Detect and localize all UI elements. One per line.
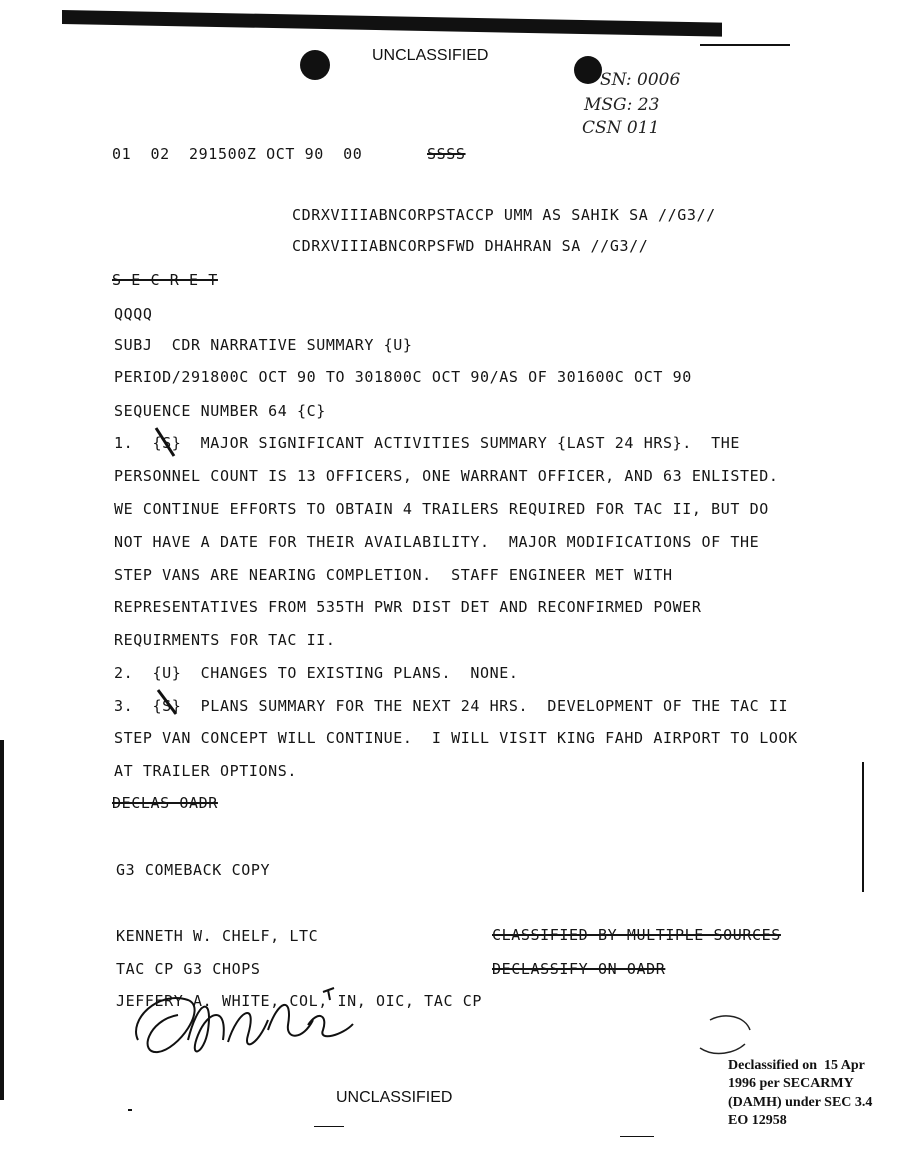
signature (118, 980, 368, 1070)
declassified-stamp-line: (DAMH) under SEC 3.4 (728, 1095, 873, 1110)
secret-marking: S E C R E T (112, 271, 218, 289)
speck (128, 1109, 132, 1111)
strike-mark-para1 (150, 424, 180, 460)
speck (620, 1136, 654, 1137)
comeback-copy: G3 COMEBACK COPY (116, 861, 271, 879)
handwritten-note-csn: CSN 011 (582, 118, 660, 138)
right-margin-line (862, 762, 864, 892)
addressee-1: CDRXVIIIABNCORPSTACCP UMM AS SAHIK SA //G3// (292, 206, 716, 224)
body-line: STEP VAN CONCEPT WILL CONTINUE. I WILL VISIT KING FAHD AIRPORT TO LOOK (114, 729, 798, 747)
body-line: PERSONNEL COUNT IS 13 OFFICERS, ONE WARRANT OFFICER, AND 63 ENLISTED. (114, 467, 779, 485)
body-line: WE CONTINUE EFFORTS TO OBTAIN 4 TRAILERS REQUIRED FOR TAC II, BUT DO (114, 500, 769, 518)
body-line: AT TRAILER OPTIONS. (114, 762, 297, 780)
handwritten-note-msg: MSG: 23 (584, 95, 660, 115)
speck (314, 1126, 344, 1127)
classification-top: UNCLASSIFIED (372, 47, 489, 64)
qqqq-line: QQQQ (114, 305, 153, 323)
body-line: REPRESENTATIVES FROM 535TH PWR DIST DET AND RECONFIRMED POWER (114, 598, 702, 616)
declassified-stamp-line: EO 12958 (728, 1113, 787, 1128)
punch-hole-right (574, 56, 602, 84)
punch-hole-left (300, 50, 330, 80)
message-header-line: 01 02 291500Z OCT 90 00 (112, 145, 363, 163)
stamp-scribble (690, 1008, 760, 1063)
handwritten-note-sn: SN: 0006 (600, 70, 681, 90)
declas-line: DECLAS OADR (112, 794, 218, 812)
addressee-2: CDRXVIIIABNCORPSFWD DHAHRAN SA //G3// (292, 237, 649, 255)
period-line: PERIOD/291800C OCT 90 TO 301800C OCT 90/AS OF 301600C OCT 90 (114, 368, 692, 386)
declassified-stamp-line: 1996 per SECARMY (728, 1076, 854, 1091)
left-edge-bar (0, 740, 4, 1100)
signer-1: KENNETH W. CHELF, LTC (116, 927, 319, 945)
sequence-line: SEQUENCE NUMBER 64 {C} (114, 402, 326, 420)
classification-bottom: UNCLASSIFIED (336, 1089, 453, 1106)
classified-by: CLASSIFIED BY MULTIPLE SOURCES (492, 926, 781, 944)
body-line: 2. {U} CHANGES TO EXISTING PLANS. NONE. (114, 664, 519, 682)
declassify-on: DECLASSIFY ON OADR (492, 960, 666, 978)
top-edge-bar (62, 10, 722, 37)
body-line: 1. {S} MAJOR SIGNIFICANT ACTIVITIES SUMMARY {LAST 24 HRS}. THE (114, 434, 740, 452)
declassified-stamp-line: Declassified on 15 Apr (728, 1058, 865, 1073)
body-line: REQUIRMENTS FOR TAC II. (114, 631, 336, 649)
body-line: NOT HAVE A DATE FOR THEIR AVAILABILITY. MAJOR MODIFICATIONS OF THE (114, 533, 760, 551)
signer-3: JEFFERY A. WHITE, COL, IN, OIC, TAC CP (116, 992, 482, 1010)
body-line: 3. {S} PLANS SUMMARY FOR THE NEXT 24 HRS. DEVELOPMENT OF THE TAC II (114, 697, 789, 715)
strike-mark-para3 (154, 688, 182, 718)
signer-2: TAC CP G3 CHOPS (116, 960, 261, 978)
subject-line: SUBJ CDR NARRATIVE SUMMARY {U} (114, 336, 413, 354)
header-struck-marking: SSSS (427, 145, 466, 163)
body-line: STEP VANS ARE NEARING COMPLETION. STAFF ENGINEER MET WITH (114, 566, 673, 584)
top-edge-thin-line (700, 44, 790, 46)
